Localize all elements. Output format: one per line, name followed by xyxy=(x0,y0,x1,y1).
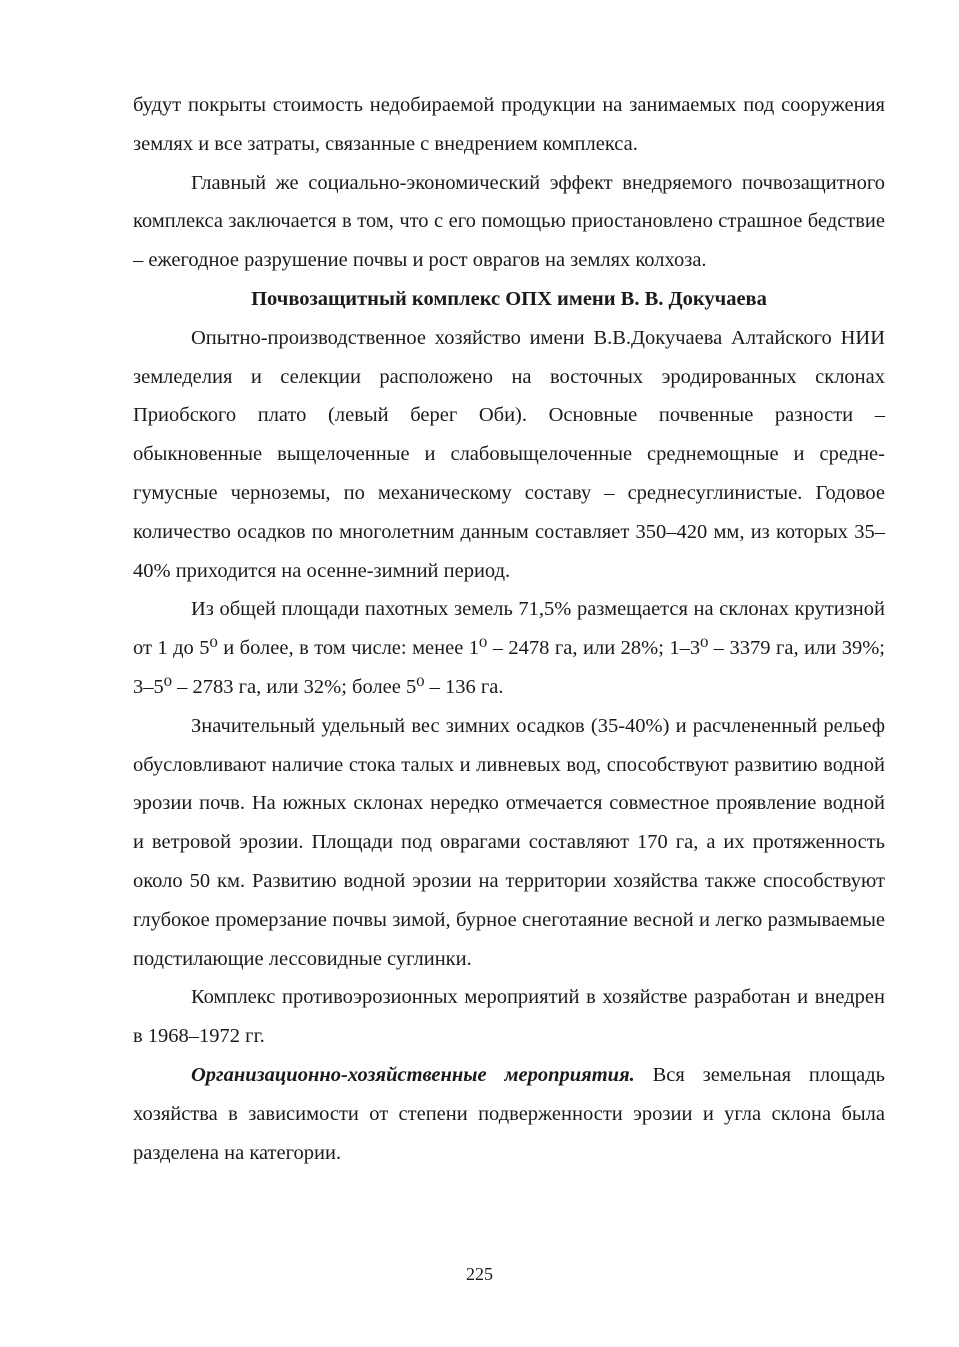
paragraph-1: будут покрыты стоимость недобираемой продукции на занимаемых под сооружения землях и все затраты, связанные с внедрением комплекса. xyxy=(133,94,885,155)
paragraph-2: Главный же социально-экономический эффект внедряемого почвозащитного комплекса заключается в том, что с его помощью приостановлено страшное бедствие – ежегодное разрушение почвы и рост оврагов на землях колхоза. xyxy=(133,171,885,272)
page-number: 225 xyxy=(466,1264,493,1284)
paragraph-5: Значительный удельный вес зимних осадков (35-40%) и расчлененный рельеф обусловливают наличие стока талых и ливневых вод, способствуют развитию водной эрозии почв. На южных склонах нередко отмечается совместное проявление водной и ветровой эрозии. Площади под оврагами составляют 170 га, а их протяженность около 50 км. Развитию водной эрозии на территории хозяйства также способствуют глубокое промерзание почвы зимой, бурное снеготаяние весной и легко размываемые подстилающие лессовидные суглинки. xyxy=(133,714,885,970)
paragraph-3: Опытно-производственное хозяйство имени В.В.Докучаева Алтайского НИИ земледелия и селекции расположено на восточных эродированных склонах Приобского плато (левый берег Оби). Основные почвенные разности – обыкновенные выщелоченные и слабовыщелоченные среднемощные и среднегумусные черноземы, по механическому составу – среднесуглинистые. Годовое количество осадков по многолетним данным составляет 350–420 мм, из которых 35–40% приходится на осенне-зимний период. xyxy=(133,326,885,582)
section-heading: Почвозащитный комплекс ОПХ имени В. В. Докучаева xyxy=(251,287,767,310)
paragraph-7-text: Вся земельная площадь хозяйства в зависимости от степени подверженности эрозии и угла склона была разделена на категории. xyxy=(133,1063,885,1164)
paragraph-7 xyxy=(133,1056,885,1172)
paragraph-4: Из общей площади пахотных земель 71,5% размещается на склонах крутизной от 1 до 5⁰ и более, в том числе: менее 1⁰ – 2478 га, или 28%; 1–3⁰ – 3379 га, или 39%; 3–5⁰ – 2783 га, или 32%; более 5⁰ – 136 га. xyxy=(133,598,885,698)
paragraph-7-lead: Организационно-хозяйственные мероприятия. xyxy=(191,1063,635,1086)
paragraph-6: Комплекс противоэрозионных мероприятий в хозяйстве разработан и внедрен в 1968–1972 гг. xyxy=(133,986,885,1048)
page-content xyxy=(133,86,885,1172)
